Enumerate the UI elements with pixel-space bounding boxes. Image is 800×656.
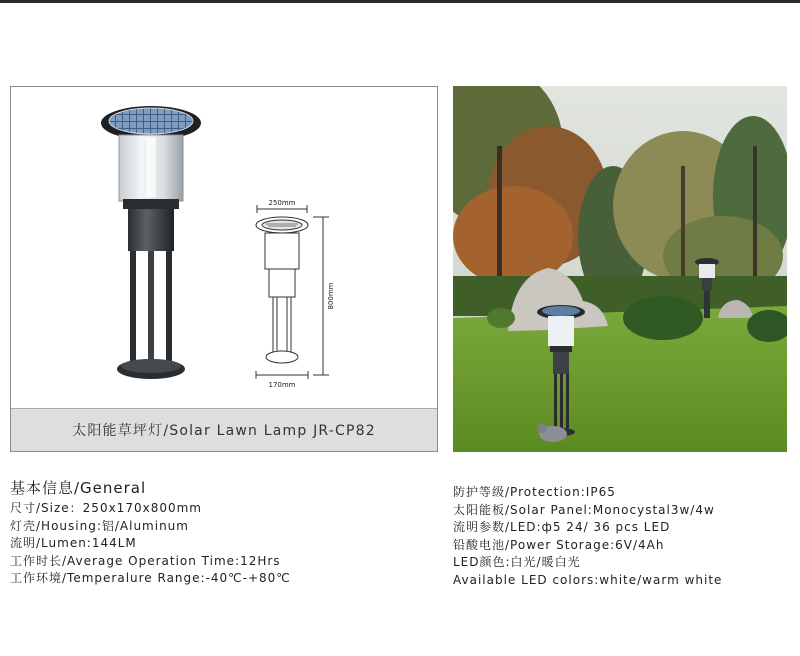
spec-housing: 灯壳/Housing:铝/Aluminum: [10, 518, 189, 533]
garden-photo: [453, 86, 787, 452]
top-rule: [0, 0, 800, 3]
spec-led-color-en: Available LED colors:white/warm white: [453, 572, 723, 587]
product-art: [11, 87, 437, 409]
spec-led: 流明参数/LED:ф5 24/ 36 pcs LED: [453, 520, 671, 534]
spec-power-storage: 铅酸电池/Power Storage:6V/4Ah: [453, 537, 665, 552]
detail-specs: [453, 484, 722, 589]
spec-lumen: 流明/Lumen:144LM: [10, 536, 137, 550]
general-specs: [10, 478, 291, 588]
lamp-leg: [166, 251, 172, 363]
spec-protection: 防护等级/Protection:IP65: [453, 485, 616, 499]
spec-temperature-range: 工作环境/Temperalure Range:-40℃-+80℃: [10, 571, 291, 585]
technical-drawing: [256, 205, 329, 379]
general-heading: 基本信息/General: [10, 479, 147, 497]
lamp-leg: [148, 251, 154, 363]
spec-led-color-cn: LED颜色:白光/暖白光: [453, 555, 581, 569]
lamp-render: [101, 106, 201, 379]
garden-scene: [453, 86, 787, 452]
product-caption: 太阳能草坪灯/Solar Lawn Lamp JR-CP82: [72, 423, 376, 439]
lamp-body: [128, 209, 174, 251]
product-panel: [10, 86, 438, 452]
product-caption-bar: [11, 408, 437, 451]
width-label: 250mm: [268, 199, 296, 207]
spec-operation-time: 工作时长/Average Operation Time:12Hrs: [10, 553, 281, 568]
spec-solar-panel: 太阳能板/Solar Panel:Monocystal3w/4w: [453, 502, 715, 517]
base-label: 170mm: [268, 381, 296, 389]
spec-size: 尺寸/Size：250x170x800mm: [10, 501, 202, 515]
lamp-leg: [130, 251, 136, 363]
height-label: 800mm: [327, 282, 335, 310]
